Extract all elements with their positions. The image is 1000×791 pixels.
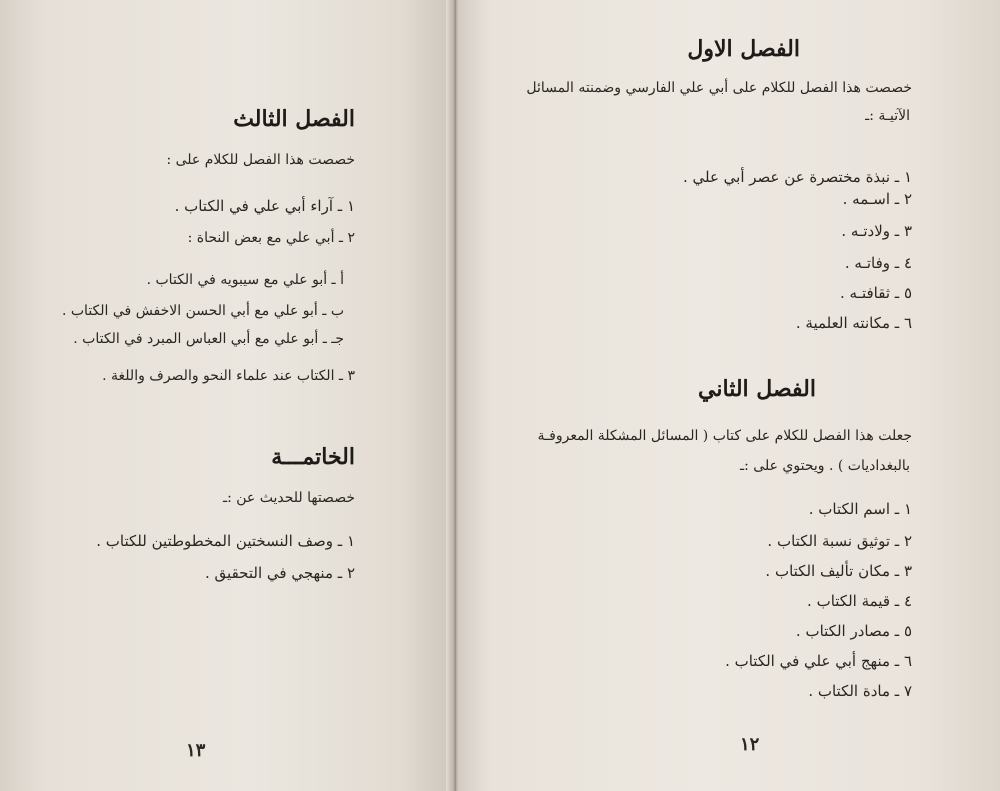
conclusion-item-1: ١ ـ وصف النسختين المخطوطتين للكتاب . xyxy=(96,532,355,550)
conclusion-item-2: ٢ ـ منهجي في التحقيق . xyxy=(205,564,355,582)
chapter3-heading: الفصل الثالث xyxy=(233,106,355,132)
chapter1-item-1: ١ ـ نبذة مختصرة عن عصر أبي علي . xyxy=(682,168,912,186)
chapter1-item-4: ٤ ـ وفاتـه . xyxy=(844,254,912,272)
chapter2-item-3: ٣ ـ مكان تأليف الكتاب . xyxy=(765,562,912,580)
page-number-left: ١٣ xyxy=(186,740,206,761)
conclusion-intro: خصصتها للحديث عن :ـ xyxy=(223,490,355,506)
right-page xyxy=(458,0,1000,791)
chapter2-item-7: ٧ ـ مادة الكتاب . xyxy=(808,682,912,700)
chapter3-subitem-c: جـ ـ أبو علي مع أبي العباس المبرد في الكتاب . xyxy=(73,331,344,347)
chapter2-heading: الفصل الثاني xyxy=(698,376,816,402)
chapter2-intro-line2: بالبغداديات ) . ويحتوي على :ـ xyxy=(740,458,910,474)
chapter1-item-2: ٢ ـ اسـمه . xyxy=(842,190,912,208)
chapter3-subitem-b: ب ـ أبو علي مع أبي الحسن الاخفش في الكتاب . xyxy=(61,303,344,319)
left-page xyxy=(0,0,452,791)
chapter3-item-2: ٢ ـ أبي علي مع بعض النحاة : xyxy=(187,230,355,246)
chapter1-item-5: ٥ ـ ثقافتـه . xyxy=(840,284,912,302)
chapter1-intro-line2: الآتيـة :ـ xyxy=(865,108,910,124)
chapter2-item-5: ٥ ـ مصادر الكتاب . xyxy=(795,622,912,640)
chapter2-intro-line1: جعلت هذا الفصل للكلام على كتاب ( المسائل المشكلة المعروفـة xyxy=(537,428,912,444)
chapter3-subitem-a: أ ـ أبو علي مع سيبويه في الكتاب . xyxy=(146,272,344,288)
chapter2-item-6: ٦ ـ منهج أبي علي في الكتاب . xyxy=(725,652,912,670)
chapter2-item-2: ٢ ـ توثيق نسبة الكتاب . xyxy=(767,532,912,550)
chapter1-item-3: ٣ ـ ولادتـه . xyxy=(841,222,912,240)
chapter1-heading: الفصل الاول xyxy=(687,36,800,62)
chapter2-item-4: ٤ ـ قيمة الكتاب . xyxy=(807,592,912,610)
page-number-right: ١٢ xyxy=(740,734,760,755)
chapter3-item-1: ١ ـ آراء أبي علي في الكتاب . xyxy=(174,197,355,215)
chapter3-intro: خصصت هذا الفصل للكلام على : xyxy=(166,152,355,168)
chapter3-item-3: ٣ ـ الكتاب عند علماء النحو والصرف واللغة . xyxy=(102,368,355,384)
chapter1-item-6: ٦ ـ مكانته العلمية . xyxy=(795,314,912,332)
chapter1-intro-line1: خصصت هذا الفصل للكلام على أبي علي الفارسي وضمنته المسائل xyxy=(526,80,912,96)
chapter2-item-1: ١ ـ اسم الكتاب . xyxy=(808,500,912,518)
conclusion-heading: الخاتمـــة xyxy=(271,444,355,470)
